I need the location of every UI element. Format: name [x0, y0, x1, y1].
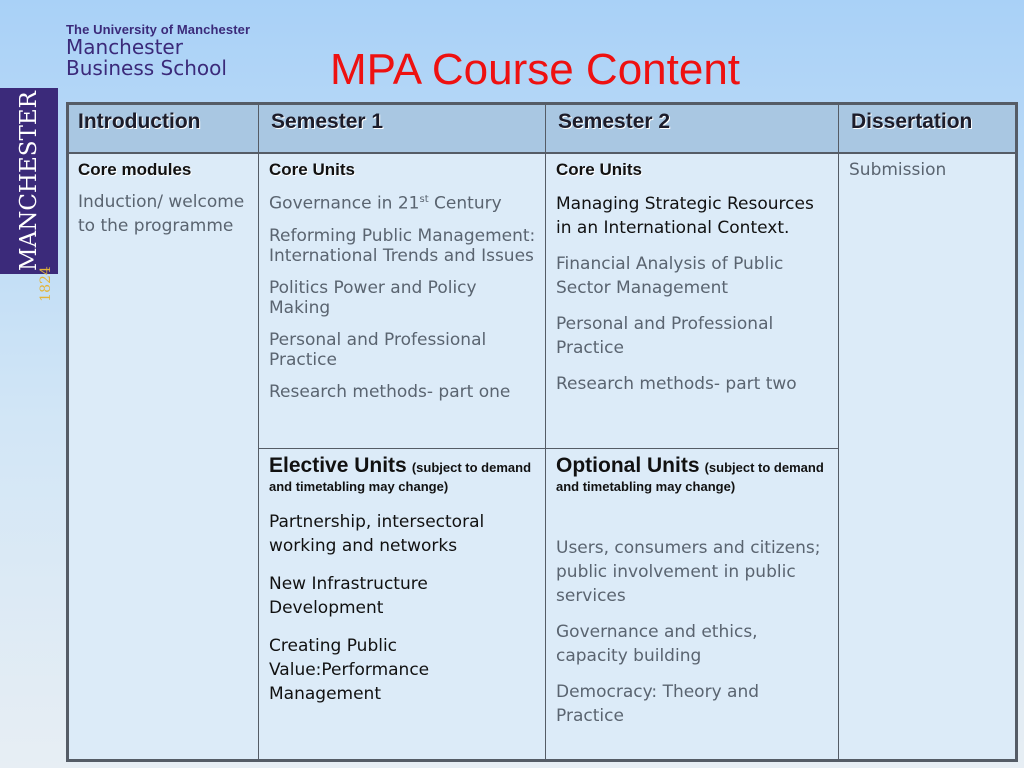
list-item: Democracy: Theory and Practice [556, 682, 760, 726]
table-border-bottom [66, 759, 1018, 762]
semester-1-core-cell [269, 160, 539, 402]
governance-21st-century [269, 190, 539, 214]
governance-prefix: Governance in 21 [269, 193, 420, 214]
column-divider [258, 102, 259, 762]
elective-heading-block [269, 454, 539, 496]
header-semester-2: Semester 2 [558, 110, 671, 133]
list-item: Politics Power and Policy Making [269, 277, 477, 318]
list-item: Reforming Public Management: International Trends and Issues [269, 225, 536, 266]
table-border-left [66, 102, 69, 762]
table-border-top [66, 102, 1018, 105]
header-semester-1: Semester 1 [271, 110, 384, 133]
header-divider [66, 152, 1018, 154]
induction-text: Induction/ welcome to the programme [78, 192, 245, 236]
governance-suffix: Century [428, 193, 502, 214]
optional-units-cell [556, 454, 832, 728]
governance-sup: st [419, 194, 429, 205]
table-border-right [1015, 102, 1018, 762]
badge-word: MANCHESTER [16, 91, 42, 271]
list-item: New Infrastructure Development [269, 574, 428, 618]
list-item: Research methods- part one [269, 381, 511, 402]
introduction-cell [78, 160, 250, 238]
list-item: Users, consumers and citizens; public involvement in public services [556, 538, 821, 606]
school-name-line1: Manchester [66, 35, 183, 59]
semester-1-core-heading: Core Units [269, 160, 355, 179]
list-item: Governance and ethics, capacity building [556, 622, 758, 666]
elective-note: (subject to demand and timetabling may change) [269, 460, 532, 494]
list-item: Financial Analysis of Public Sector Management [556, 254, 784, 298]
column-divider [838, 102, 839, 762]
column-divider [545, 102, 546, 762]
body-area [66, 153, 1018, 762]
optional-note: (subject to demand and timetabling may change) [556, 460, 824, 494]
course-content-table [66, 102, 1018, 762]
university-name: The University of Manchester [66, 22, 251, 37]
badge-year: 1824 [38, 266, 54, 302]
core-modules-heading: Core modules [78, 160, 192, 179]
list-item: Research methods- part two [556, 374, 797, 394]
header-dissertation: Dissertation [851, 110, 973, 133]
manchester-1824-badge [0, 88, 58, 302]
list-item: Personal and Professional Practice [269, 329, 487, 370]
list-item: Partnership, intersectoral working and networks [269, 512, 485, 556]
page-title: MPA Course Content [329, 45, 741, 94]
row-divider [259, 448, 838, 449]
semester-2-core-cell [556, 160, 832, 396]
dissertation-cell [849, 160, 1009, 180]
optional-heading-block [556, 454, 832, 496]
elective-units-heading: Elective Units [269, 454, 407, 477]
school-name-line2: Business School [66, 56, 227, 80]
optional-units-heading: Optional Units [556, 454, 700, 477]
header-introduction: Introduction [78, 110, 201, 133]
list-item: Personal and Professional Practice [556, 314, 774, 358]
submission-text: Submission [849, 160, 947, 180]
managing-strategic-resources: Managing Strategic Resources in an International Context. [556, 194, 814, 238]
university-logo [66, 22, 250, 79]
list-item: Creating Public Value:Performance Management [269, 636, 430, 704]
elective-units-cell [269, 454, 539, 706]
semester-2-core-heading: Core Units [556, 160, 642, 179]
